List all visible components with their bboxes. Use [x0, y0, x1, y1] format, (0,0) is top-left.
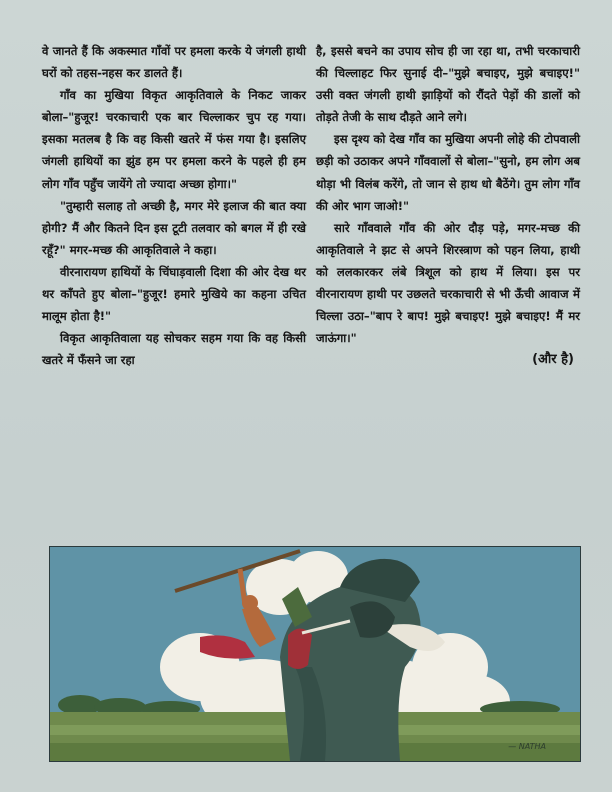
paragraph: इस दृश्य को देख गाँव का मुखिया अपनी लोहे की टोपवाली छड़ी को उठाकर अपने गाँववालों से बोला–"सुनो, हम लोग अब थोड़ा भी विलंब करेंगे, तो जान से हाथ धो बैठेंगे। तुम लोग गाँव की ओर भाग जाओ!": [316, 132, 580, 213]
paragraph: विकृत आकृतिवाला यह सोचकर सहम गया कि वह किसी खतरे में फँसने जा रहा: [42, 331, 306, 368]
paragraph: "तुम्हारी सलाह तो अच्छी है, मगर मेरे इलाज की बात क्या होगी? मैं और कितने दिन इस टूटी तलवार को बगल में ही रखे रहूँ?" मगर-मच्छ की आकृतिवाले ने कहा।: [42, 198, 306, 257]
paragraph: वीरनारायण हाथियों के चिंघाड़वाली दिशा की ओर देख थर थर काँपते हुए बोला–"हुजूर! हमारे मुखिये का कहना उचित मालूम होता है!": [42, 264, 306, 324]
paragraph: वे जानते हैं कि अकस्मात गाँवों पर हमला करके ये जंगली हाथी घरों को तहस-नहस कर डालते हैं।: [42, 44, 306, 81]
right-text-column: [316, 40, 580, 371]
paragraph: गाँव का मुखिया विकृत आकृतिवाले के निकट जाकर बोला–"हुजूर! चरकाचारी एक बार चिल्लाकर चुप रह गया। इसका मतलब है कि वह किसी खतरे में फंस गया है। इसलिए जंगली हाथियों का झुंड हम पर हमला करने के पहले ही हम लोग गाँव पहुँच जायेंगे तो ज्यादा अच्छा होगा।": [42, 88, 306, 191]
illustration-elephant-attack: [49, 546, 581, 762]
paragraph: सारे गाँववाले गाँव की ओर दौड़ पड़े, मगर-मच्छ की आकृतिवाले ने झट से अपने शिरस्त्राण को पहन लिया, हाथी को ललकारकर लंबे त्रिशूल को हाथ में लिया। इस पर वीरनारायण हाथी पर उछलते चरकाचारी से भी ऊँची आवाज में चिल्ला उठा–"बाप रे बाप! मुझे बचाइए! मुझे बचाइए! मैं मर जाऊंगा।": [316, 220, 580, 346]
to-be-continued: (और है): [532, 352, 574, 368]
left-text-column: [42, 40, 306, 371]
artist-signature: — NATHA: [508, 742, 546, 751]
paragraph: है, इससे बचने का उपाय सोच ही जा रहा था, तभी चरकाचारी की चिल्लाहट फिर सुनाई दी–"मुझे बचाइए, मुझे बचाइए!" उसी वक्त जंगली हाथी झाड़ियों को रौंदते पेड़ों की डालों को तोड़ते तेजी के साथ दौड़ते आने लगे।: [316, 44, 580, 125]
illustration-art: [50, 547, 580, 761]
